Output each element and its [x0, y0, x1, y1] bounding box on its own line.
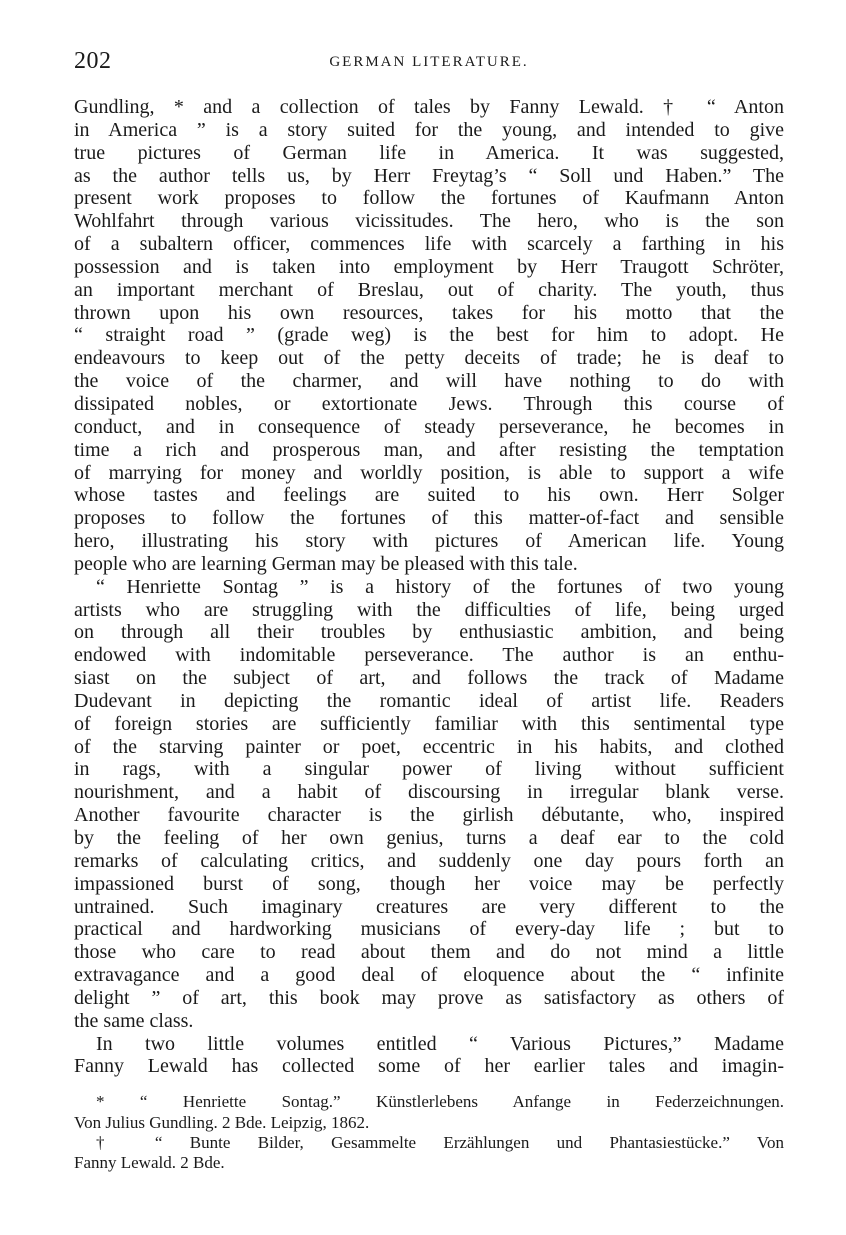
book-page [74, 48, 784, 1173]
text-line: nourishment, and a habit of discoursing in irregular blank verse. [74, 781, 784, 804]
text-line: artists who are struggling with the difficulties of life, being urged [74, 598, 784, 621]
text-line: delight ” of art, this book may prove as satisfactory as others of [74, 986, 784, 1009]
page-number: 202 [74, 48, 112, 74]
text-line: the same class. [74, 1009, 194, 1032]
text-line: present work proposes to follow the fortunes of Kaufmann Anton [74, 187, 784, 210]
text-line: an important merchant of Breslau, out of charity. The youth, thus [74, 278, 784, 301]
text-line: time a rich and prosperous man, and after resisting the temptation [74, 438, 784, 461]
footnote-line: Von Julius Gundling. 2 Bde. Leipzig, 1862. [74, 1112, 370, 1132]
text-line: people who are learning German may be pleased with this tale. [74, 552, 578, 575]
text-line: thrown upon his own resources, takes for his motto that the [74, 301, 784, 324]
text-line: as the author tells us, by Herr Freytag’s “ Soll und Haben.” The [74, 164, 784, 187]
footnote-line: * “ Henriette Sontag.” Künstlerlebens Anfange in Federzeichnungen. [96, 1092, 784, 1112]
text-line: by the feeling of her own genius, turns a deaf ear to the cold [74, 827, 784, 849]
text-line: impassioned burst of song, though her voice may be perfectly [74, 872, 784, 895]
text-line: siast on the subject of art, and follows the track of Madame [74, 667, 784, 690]
text-line: proposes to follow the fortunes of this matter-of-fact and sensible [74, 507, 784, 530]
text-line: Dudevant in depicting the romantic ideal of artist life. Readers [74, 689, 784, 712]
text-line: whose tastes and feelings are suited to his own. Herr Solger [74, 484, 784, 507]
text-line: Wohlfahrt through various vicissitudes. The hero, who is the son [74, 210, 784, 233]
footnotes [74, 1092, 784, 1173]
text-line: of foreign stories are sufficiently familiar with this sentimental type [74, 712, 784, 735]
text-line: hero, illustrating his story with pictures of American life. Young [74, 530, 784, 553]
text-line: of the starving painter or poet, eccentric in his habits, and clothed [74, 735, 784, 758]
footnote-line: Fanny Lewald. 2 Bde. [74, 1153, 225, 1173]
text-line: Gundling, * and a collection of tales by Fanny Lewald. † “ Anton [74, 96, 784, 118]
text-line: In two little volumes entitled “ Various Pictures,” Madame [96, 1032, 784, 1055]
text-line: untrained. Such imaginary creatures are very different to the [74, 895, 784, 918]
text-line: “ straight road ” (grade weg) is the best for him to adopt. He [74, 324, 784, 347]
text-line: remarks of calculating critics, and suddenly one day pours forth an [74, 849, 784, 872]
text-line: Another favourite character is the girlish débutante, who, inspired [74, 804, 784, 827]
text-line: the voice of the charmer, and will have nothing to do with [74, 370, 784, 393]
text-line: conduct, and in consequence of steady perseverance, he becomes in [74, 415, 784, 438]
text-line: of a subaltern officer, commences life with scarcely a farthing in his [74, 233, 784, 256]
text-line: endowed with indomitable perseverance. The author is an enthu- [74, 644, 784, 667]
text-line: those who care to read about them and do not mind a little [74, 941, 784, 964]
text-line: on through all their troubles by enthusiastic ambition, and being [74, 621, 784, 644]
text-line: dissipated nobles, or extortionate Jews. Through this course of [74, 392, 784, 415]
text-line: in rags, with a singular power of living without sufficient [74, 758, 784, 781]
text-line: “ Henriette Sontag ” is a history of the fortunes of two young [96, 575, 784, 598]
text-line: of marrying for money and worldly position, is able to support a wife [74, 461, 784, 484]
text-line: extravagance and a good deal of eloquence about the “ infinite [74, 964, 784, 987]
footnote-line: † “ Bunte Bilder, Gesammelte Erzählungen und Phantasiestücke.” Von [96, 1132, 784, 1152]
text-line: true pictures of German life in America. It was suggested, [74, 141, 784, 164]
text-line: endeavours to keep out of the petty deceits of trade; he is deaf to [74, 347, 784, 370]
text-line: in America ” is a story suited for the young, and intended to give [74, 118, 784, 141]
text-line: practical and hardworking musicians of every-day life ; but to [74, 918, 784, 941]
body-text [74, 96, 784, 1078]
running-title: GERMAN LITERATURE. [329, 54, 529, 70]
running-head [74, 48, 784, 80]
text-line: Fanny Lewald has collected some of her earlier tales and imagin- [74, 1055, 784, 1078]
text-line: possession and is taken into employment by Herr Traugott Schröter, [74, 255, 784, 278]
